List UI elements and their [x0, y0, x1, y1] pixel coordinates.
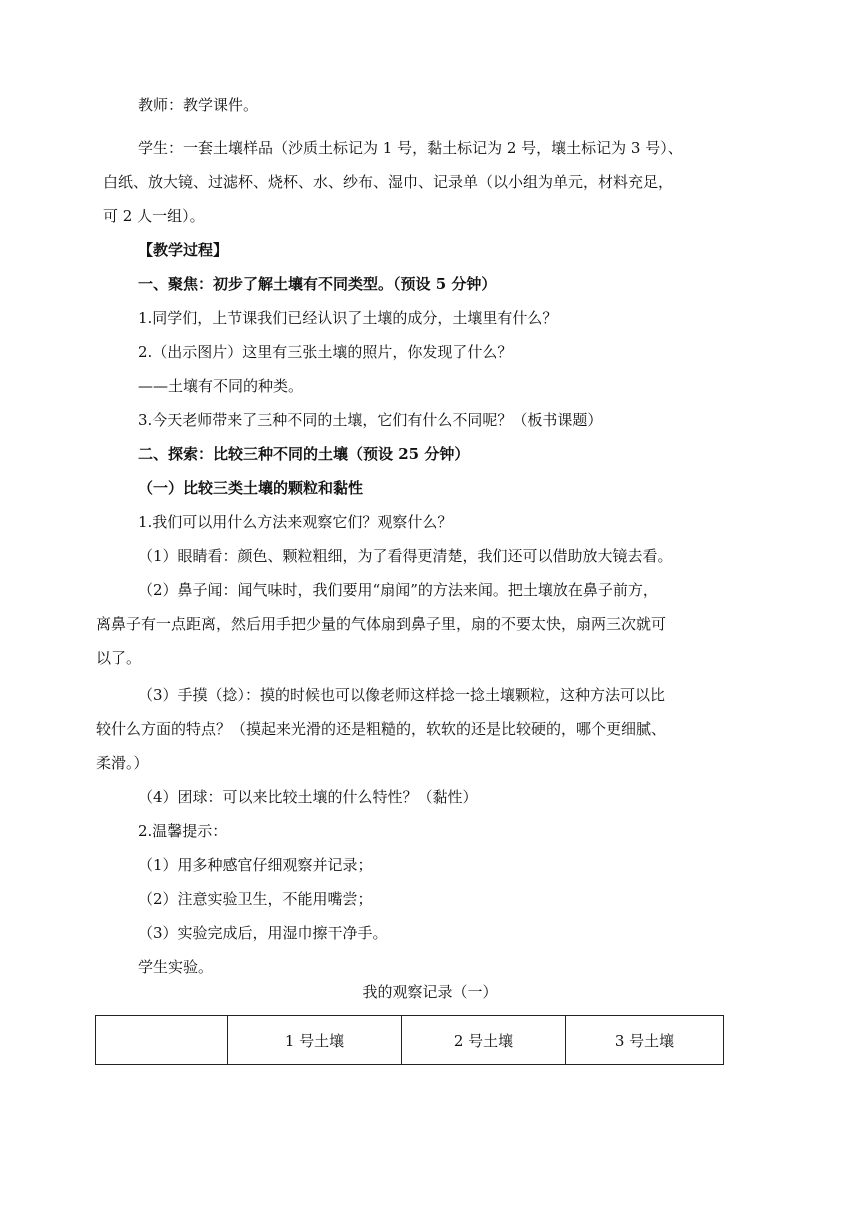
student-experiment: 学生实验。 [138, 958, 214, 976]
tip-3: （3）实验完成后，用湿巾擦干净手。 [138, 924, 388, 942]
section-heading-explore: 二、探索：比较三种不同的土壤（预设 25 分钟） [138, 445, 470, 463]
materials-teacher: 教师：教学课件。 [138, 96, 259, 114]
method-nose-line-3: 以了。 [96, 649, 142, 667]
table-header-soil-3: 3 号土壤 [566, 1016, 724, 1065]
focus-item-2-answer: ——土壤有不同的种类。 [138, 377, 304, 395]
table-header-soil-2: 2 号土壤 [402, 1016, 566, 1065]
tip-2: （2）注意实验卫生，不能用嘴尝； [138, 890, 373, 908]
method-eyes: （1）眼睛看：颜色、颗粒粗细，为了看得更清楚，我们还可以借助放大镜去看。 [138, 547, 673, 565]
focus-item-1: 1.同学们，上节课我们已经认识了土壤的成分，土壤里有什么？ [138, 309, 558, 327]
materials-student-line-1: 学生：一套土壤样品（沙质土标记为 1 号，黏土标记为 2 号，壤土标记为 3 号）、 [138, 139, 683, 157]
table-caption: 我的观察记录（一） [362, 983, 498, 1001]
section-heading-teaching-process: 【教学过程】 [138, 241, 229, 259]
table-cell-blank [96, 1016, 228, 1065]
explore-item-1: 1.我们可以用什么方法来观察它们？观察什么？ [138, 513, 453, 531]
materials-student-line-3: 可 2 人一组）。 [103, 207, 205, 225]
tips-heading: 2.温馨提示： [138, 822, 228, 840]
subsection-heading-compare: （一）比较三类土壤的颗粒和黏性 [138, 479, 364, 497]
method-nose-line-2: 离鼻子有一点距离，然后用手把少量的气体扇到鼻子里，扇的不要太快，扇两三次就可 [96, 615, 667, 633]
method-touch-line-2: 较什么方面的特点？（摸起来光滑的还是粗糙的，软软的还是比较硬的，哪个更细腻、 [96, 720, 667, 738]
method-touch-line-1: （3）手摸（捻）：摸的时候也可以像老师这样捻一捻土壤颗粒，这种方法可以比 [138, 686, 666, 704]
observation-record-table [95, 1015, 724, 1065]
table-row [96, 1016, 724, 1065]
table-header-soil-1: 1 号土壤 [228, 1016, 402, 1065]
section-heading-focus: 一、聚焦：初步了解土壤有不同类型。（预设 5 分钟） [138, 275, 497, 293]
method-nose-line-1: （2）鼻子闻：闻气味时，我们要用“扇闻”的方法来闻。把土壤放在鼻子前方， [138, 581, 658, 599]
tip-1: （1）用多种感官仔细观察并记录； [138, 856, 373, 874]
method-touch-line-3: 柔滑。） [96, 754, 149, 772]
focus-item-2: 2.（出示图片）这里有三张土壤的照片，你发现了什么？ [138, 343, 513, 361]
focus-item-3: 3.今天老师带来了三种不同的土壤，它们有什么不同呢？（板书课题） [138, 411, 603, 429]
materials-student-line-2: 白纸、放大镜、过滤杯、烧杯、水、纱布、湿巾、记录单（以小组为单元，材料充足， [103, 173, 674, 191]
method-ball: （4）团球：可以来比较土壤的什么特性？（黏性） [138, 788, 478, 806]
